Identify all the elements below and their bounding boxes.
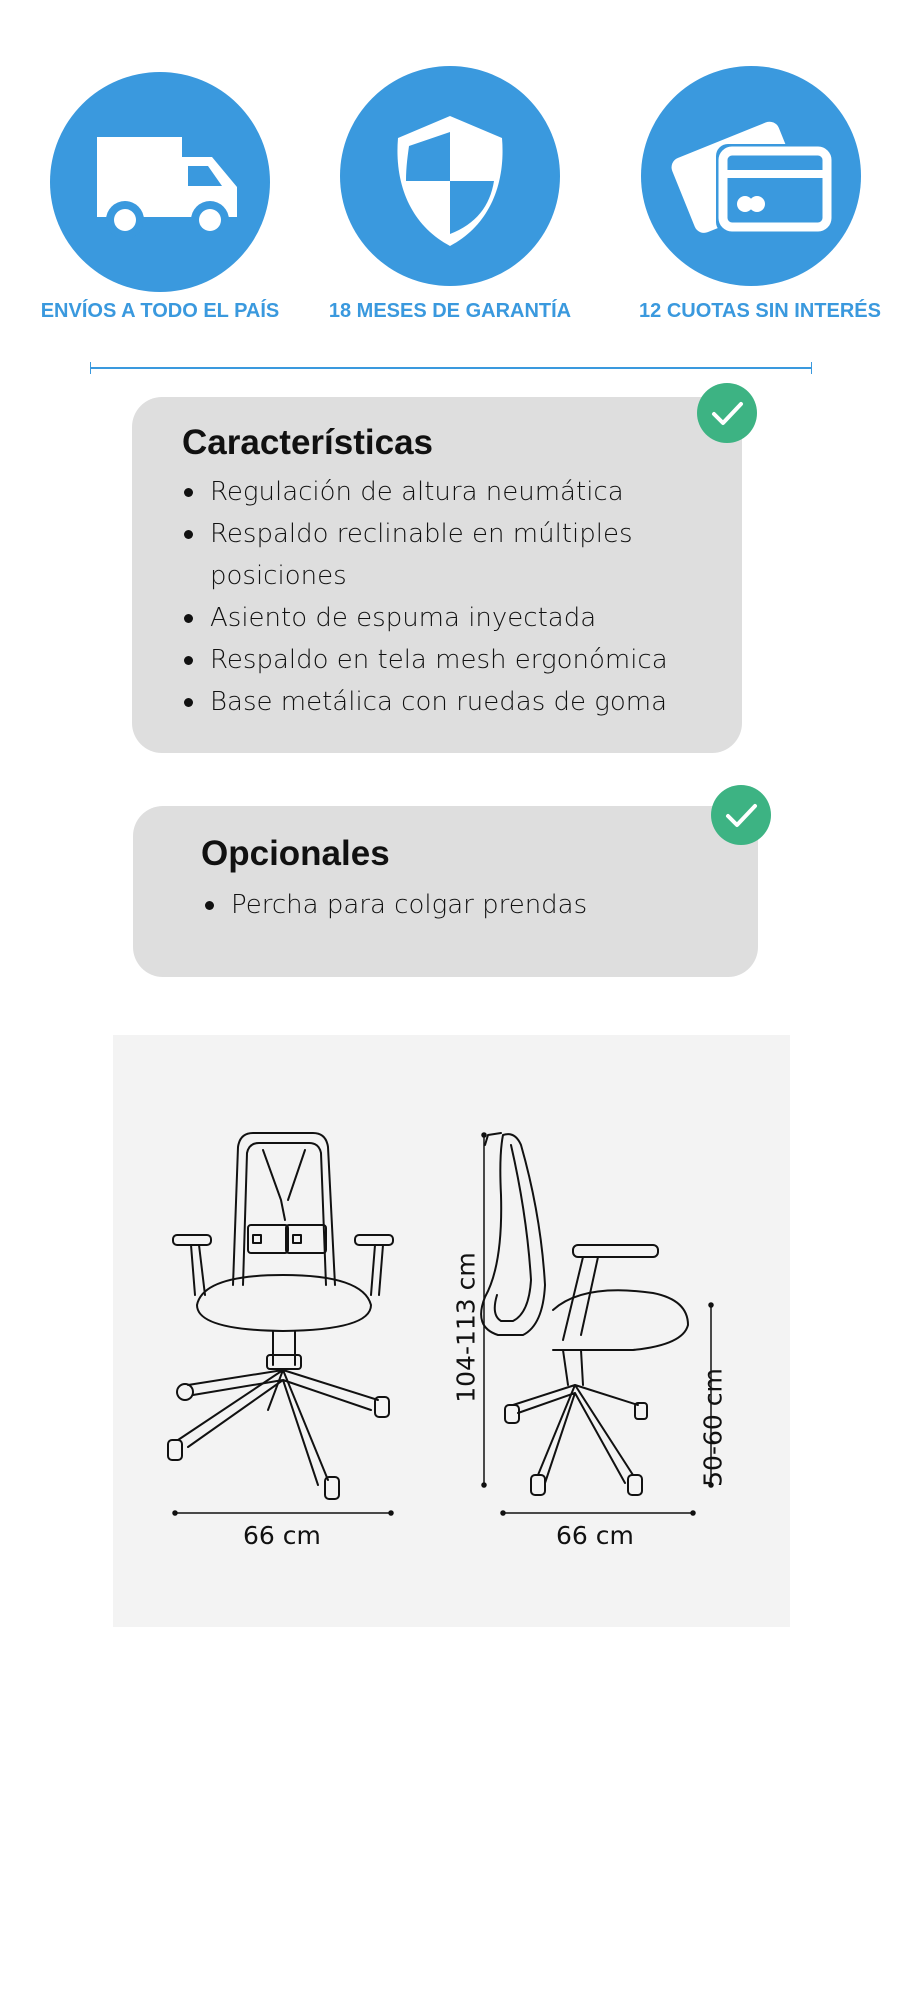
check-icon	[697, 383, 757, 443]
optionals-card	[133, 806, 758, 977]
truck-icon	[50, 72, 270, 292]
front-width-label: 66 cm	[243, 1521, 321, 1550]
credit-card-icon	[641, 66, 861, 286]
side-depth-label: 66 cm	[556, 1521, 634, 1550]
list-item: Asiento de espuma inyectada	[182, 597, 702, 639]
feature-label-warranty: 18 MESES DE GARANTÍA	[328, 300, 572, 322]
divider	[90, 367, 812, 369]
list-item: Regulación de altura neumática	[182, 471, 702, 513]
dimension-lines	[173, 1133, 713, 1515]
chair-front-view-illustration	[168, 1133, 393, 1499]
optionals-title: Opcionales	[201, 834, 390, 873]
features-title: Características	[182, 423, 433, 462]
feature-label-shipping: ENVÍOS A TODO EL PAÍS	[40, 300, 280, 322]
seat-height-label: 50-60 cm	[698, 1368, 728, 1487]
optionals-list	[203, 884, 723, 926]
list-item: Respaldo reclinable en múltiples posiciones	[182, 513, 702, 597]
check-icon	[711, 785, 771, 845]
shipping-badge	[50, 72, 270, 292]
height-label: 104-113 cm	[451, 1252, 481, 1403]
list-item: Percha para colgar prendas	[203, 884, 723, 926]
list-item: Base metálica con ruedas de goma	[182, 681, 702, 723]
features-card	[132, 397, 742, 753]
warranty-badge	[340, 66, 560, 286]
list-item: Respaldo en tela mesh ergonómica	[182, 639, 702, 681]
feature-label-installments: 12 CUOTAS SIN INTERÉS	[639, 300, 881, 322]
shield-icon	[340, 66, 560, 286]
features-list	[182, 471, 702, 723]
installments-badge	[641, 66, 861, 286]
dimensions-diagram	[113, 1035, 790, 1627]
chair-side-view-illustration	[481, 1133, 688, 1495]
